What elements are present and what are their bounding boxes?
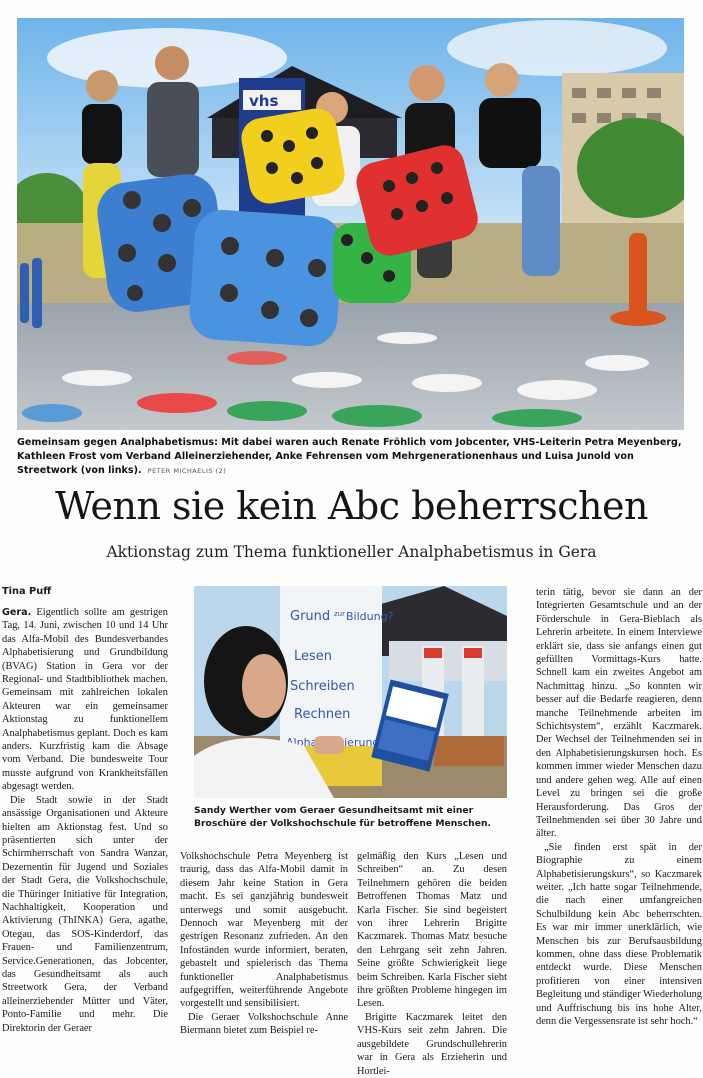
blue-die-front <box>188 208 345 348</box>
poster-word: Rechnen <box>294 707 351 722</box>
article-headline: Wenn sie kein Abc beherrschen <box>55 484 648 528</box>
poster-title-sup: zur <box>334 610 345 618</box>
column-3 <box>357 850 507 1078</box>
dice-game-photo <box>17 18 684 430</box>
main-photo-caption <box>17 436 684 478</box>
paragraph: Brigitte Kaczmarek leitet den VHS-Kurs seit zehn Jahren. Die ausgebildete Grundschullehrerin war in Gera als Erzieherin und Hortlei- <box>357 1011 507 1077</box>
article-subhead: Aktionstag zum Thema funktioneller Analphabetismus in Gera <box>106 543 597 561</box>
paragraph: terin tätig, bevor sie dann an der Integrierten Gesamtschule und an der Förderschule in Gera-Bieblach als Lehrerin arbeitete. In einem Interviewe erklärt sie, dass sie anfangs einen gut gefüllten Vormittags-Kurs hatte. Schnell kam ein zweites Angebot am Nachmittag hinzu. „So konnten wir besser auf die Bedarfe reagieren, denn manche Teilnehmende arbeiten im Schichtsystem“, erzählt Kaczmarek. Der Wechsel der Teilnehmenden sei in den Alphabetisierungskursen hoch. Es kommen immer wieder Menschen dazu und andere gehen weg. Alle auf einen Level zu bringen sei die große Herausforderung. Das Gros der Teilnehmenden sei über 30 Jahre und älter. <box>536 587 702 840</box>
main-photo <box>17 18 684 430</box>
column-1 <box>2 606 168 1035</box>
brochure-photo <box>194 586 507 798</box>
dateline: Gera. <box>2 607 32 618</box>
inset-photo-caption: Sandy Werther vom Geraer Gesundheitsamt mit einer Broschüre der Volkshochschule für betroffene Menschen. <box>194 805 491 829</box>
poster-title: Grund <box>290 609 331 624</box>
paragraph: Gera. Eigentlich sollte am gestrigen Tag, 14. Juni, zwischen 10 und 14 Uhr das Alfa-Mobil des Bundesverbandes Alphabetisierung und Grundbildung (BVAG) Station in Gera vor der Regional- und Stadtbibliothek machen. Gemeinsam mit zahlreichen lokalen Akteuren war ein gemeinsamer Aktionstag zu funktionellem Analphabetismus geplant. Doch es kam anders. Kurzfristig kam die Absage vom Verband. Die bundesweite Tour musste aufgrund von Krankheitsfällen abgesagt werden. <box>2 607 168 793</box>
yellow-die <box>238 105 347 206</box>
paragraph: Volkshochschule Petra Meyenberg ist traurig, dass das Alfa-Mobil damit in diesem Jahr keine Station in Gera macht. Es sei ganzjährig bundesweit unterwegs und somit ausgebucht. Dennoch war Meyenberg mit der gestrigen Resonanz zufrieden. An den Infoständen wurde informiert, beraten, gebastelt und spielerisch das Thema funktioneller Analphabetismus aufgegriffen, weiterführende Angebote vorgestellt und sensibilisiert. <box>180 851 348 1010</box>
poster-word: Lesen <box>294 649 333 664</box>
column-4 <box>536 586 702 1028</box>
paragraph: Die Geraer Volkshochschule Anne Biermann bietet zum Beispiel re- <box>180 1011 348 1037</box>
paragraph: gelmäßig den Kurs „Lesen und Schreiben“ an. Zu desen Teilnehmern gehören die beiden Betroffenen Thomas Matz und Karla Fischer. Sie sind begeistert von ihrer Lehrerin Brigitte Kaczmarek. Thomas Matz besuche den Lehrgang seit zehn Jahren. Seine größte Schwierigkeit liege beim Schreiben. Karla Fischer sieht ihre größten Probleme hingegen im Lesen. <box>357 851 507 1010</box>
inset-photo <box>194 586 507 798</box>
poster-title-end: Bildung? <box>346 610 394 623</box>
poster-word: Schreiben <box>290 679 355 694</box>
author-byline: Tina Puff <box>2 586 52 597</box>
photo-credit: PETER MICHAELIS (2) <box>147 467 227 475</box>
column-2 <box>180 850 348 1038</box>
vhs-logo: vhs <box>249 92 279 110</box>
paragraph: Die Stadt sowie in der Stadt ansässige Organisationen und Akteure hielten am Aktionstag fest. Und so präsentierten sich unter der Schirmherrschaft von Sandra Wanzar, Dezernentin für Jugend und Soziales der Stadt Gera, die Volkshochschule, die Thüringer Initiative für Integration, Nachhaltigkeit, Kooperation und Aktivierung (ThINKA) Gera, agathe, Otegau, das SOS-Kinderdorf, das Frauen- und Familienzentrum, Service.Generationen, das Jobcenter, das Gesundheitsamt als auch Streetwork Gera, der Verband alleinerziehender Mütter und Väter, Ponto-Familie und mehr. Die Direktorin der Geraer <box>2 794 168 1034</box>
paragraph: „Sie finden erst spät in der Biographie zu einem Alphabetisierungskurs“, so Kaczmarek weiter. „Ich hatte sogar Teilnehmende, die nach einer umfangreichen Schulbildung kein Abc beherrschten. Es war mir immer unerklärlich, wie Menschen bis zur Berufsausbildung kommen, ohne dass diese Problematik entdeckt wurde. Diese Menschen profitieren von einer intensiven Begleitung und ständiger Wiederholung und Auffrischung bis ins hohe Alter, denn die Vergessensrate ist sehr hoch.“ <box>536 841 702 1027</box>
caption-text: Gemeinsam gegen Analphabetismus: Mit dabei waren auch Renate Fröhlich vom Jobcenter, VHS-Leiterin Petra Meyenberg, Kathleen Frost vom Verband Alleinerziehender, Anke Fehrensen vom Mehrgenerationenhaus und Luisa Junold von Streetwork (von links). <box>17 437 682 476</box>
